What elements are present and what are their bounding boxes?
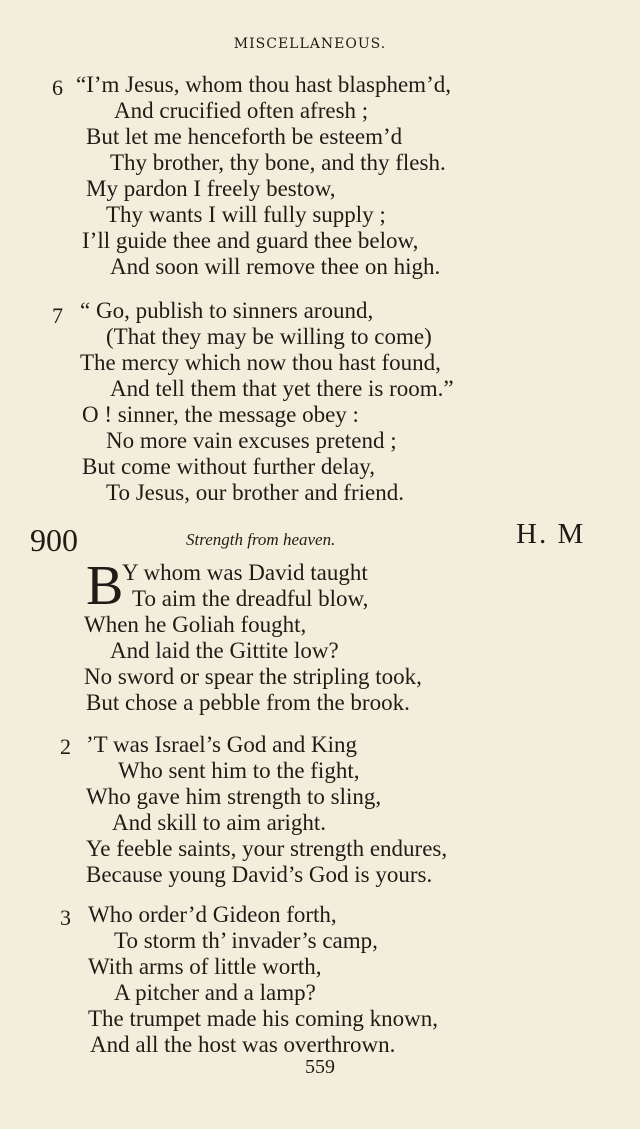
verse-line: Y whom was David taught [122,560,368,585]
verse-line: To storm th’ invader’s camp, [114,928,378,953]
verse-line: And crucified often afresh ; [114,98,369,123]
verse-line: Who sent him to the fight, [118,758,360,783]
verse-line: But chose a pebble from the brook. [86,690,410,715]
verse-line: ’T was Israel’s God and King [86,732,358,757]
drop-cap: B [86,555,124,617]
verse-line: Who gave him strength to sling, [86,784,382,809]
verse-line: And soon will remove thee on high. [110,254,441,279]
page-number: 559 [305,1056,335,1078]
verse-number: 2 [60,734,71,759]
verse-line: And tell them that yet there is room.” [110,376,454,401]
verse-line: When he Goliah fought, [84,612,307,637]
verse-line: The trumpet made his coming known, [88,1006,439,1031]
hymn-number: 900 [30,522,78,558]
verse-number: 6 [52,75,63,100]
verse-line: To aim the dreadful blow, [132,586,369,611]
verse-number: 3 [60,905,71,930]
verse-line: Thy wants I will fully supply ; [106,202,386,227]
verse-line: But come without further delay, [82,454,375,479]
hymn-meter: H. M [516,518,586,550]
verse-line: Thy brother, thy bone, and thy flesh. [110,150,446,175]
verse-line: Who order’d Gideon forth, [88,902,337,927]
verse-line: (That they may be willing to come) [106,324,432,349]
verse-line: Ye feeble saints, your strength endures, [86,836,448,861]
running-head: MISCELLANEOUS. [233,36,387,52]
verse-line: But let me henceforth be esteem’d [86,124,403,149]
verse-line: To Jesus, our brother and friend. [106,480,404,505]
hymn-title: Strength from heaven. [186,530,336,549]
verse-line: And all the host was overthrown. [90,1032,396,1057]
verse-line: “I’m Jesus, whom thou hast blasphem’d, [76,72,451,97]
verse-line: No more vain excuses pretend ; [106,428,397,453]
verse-line: And skill to aim aright. [112,810,327,835]
verse-line: And laid the Gittite low? [110,638,339,663]
verse-line: Because young David’s God is yours. [86,862,433,887]
verse-line: A pitcher and a lamp? [114,980,316,1005]
verse-line: With arms of little worth, [88,954,322,979]
verse-line: My pardon I freely bestow, [86,176,336,201]
verse-line: The mercy which now thou hast found, [80,350,441,375]
verse-line: O ! sinner, the message obey : [82,402,359,427]
verse-number: 7 [52,303,63,328]
verse-line: I’ll guide thee and guard thee below, [82,228,419,253]
verse-line: No sword or spear the stripling took, [84,664,422,689]
verse-line: “ Go, publish to sinners around, [80,298,374,323]
